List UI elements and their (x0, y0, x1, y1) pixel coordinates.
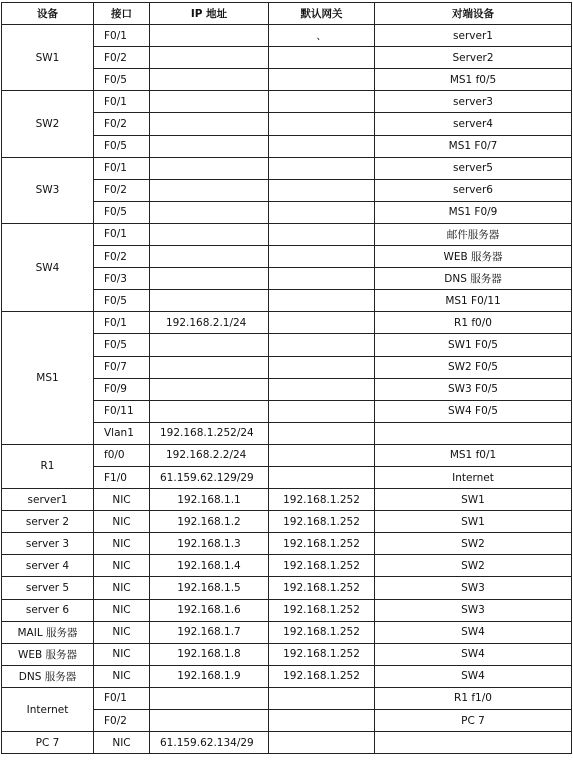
peer-cell (375, 732, 572, 754)
peer-cell: MS1 F0/7 (375, 135, 572, 157)
gateway-cell (269, 732, 375, 754)
ip-cell: 192.168.1.8 (150, 643, 269, 665)
device-cell: SW1 (2, 25, 94, 91)
table-row (2, 621, 572, 643)
ip-cell (150, 91, 269, 113)
interface-cell: NIC (94, 621, 150, 643)
gateway-cell (269, 157, 375, 179)
ip-cell: 192.168.1.6 (150, 599, 269, 621)
gateway-cell: 192.168.1.252 (269, 533, 375, 555)
gateway-cell (269, 710, 375, 732)
ip-cell: 192.168.2.1/24 (150, 312, 269, 334)
gateway-cell (269, 246, 375, 268)
interface-cell: Vlan1 (94, 422, 150, 444)
interface-cell: F0/1 (94, 223, 150, 245)
ip-cell (150, 25, 269, 47)
interface-cell: NIC (94, 533, 150, 555)
interface-cell: F0/7 (94, 356, 150, 378)
ip-cell (150, 157, 269, 179)
interface-cell: NIC (94, 643, 150, 665)
peer-cell: 邮件服务器 (375, 223, 572, 245)
ip-cell: 61.159.62.129/29 (150, 466, 269, 488)
device-cell: MS1 (2, 312, 94, 445)
ip-cell: 192.168.1.7 (150, 621, 269, 643)
peer-cell: Server2 (375, 47, 572, 69)
gateway-cell (269, 334, 375, 356)
gateway-cell (269, 135, 375, 157)
gateway-cell (269, 356, 375, 378)
table-row (2, 444, 572, 466)
gateway-cell (269, 47, 375, 69)
ip-cell: 192.168.1.252/24 (150, 422, 269, 444)
device-cell: server 5 (2, 577, 94, 599)
interface-cell: f0/0 (94, 444, 150, 466)
gateway-cell (269, 179, 375, 201)
table-row (2, 489, 572, 511)
table-row (2, 25, 572, 47)
table-row (2, 157, 572, 179)
header-device: 设备 (2, 3, 94, 25)
interface-cell: NIC (94, 732, 150, 754)
interface-cell: F0/1 (94, 91, 150, 113)
table-row (2, 687, 572, 709)
peer-cell: SW3 (375, 599, 572, 621)
peer-cell: DNS 服务器 (375, 268, 572, 290)
peer-cell: MS1 f0/1 (375, 444, 572, 466)
header-ip: IP 地址 (150, 3, 269, 25)
gateway-cell: 192.168.1.252 (269, 511, 375, 533)
peer-cell: SW1 F0/5 (375, 334, 572, 356)
table-body (2, 25, 572, 754)
interface-cell: NIC (94, 665, 150, 687)
interface-cell: F0/1 (94, 312, 150, 334)
peer-cell: SW2 (375, 555, 572, 577)
device-cell: WEB 服务器 (2, 643, 94, 665)
ip-cell (150, 378, 269, 400)
peer-cell: MS1 f0/5 (375, 69, 572, 91)
ip-cell (150, 179, 269, 201)
gateway-cell (269, 687, 375, 709)
interface-cell: NIC (94, 599, 150, 621)
gateway-cell: 192.168.1.252 (269, 621, 375, 643)
ip-cell (150, 687, 269, 709)
peer-cell: server1 (375, 25, 572, 47)
interface-cell: NIC (94, 577, 150, 599)
interface-cell: F0/11 (94, 400, 150, 422)
peer-cell: MS1 F0/11 (375, 290, 572, 312)
ip-cell (150, 47, 269, 69)
ip-cell (150, 69, 269, 91)
ip-cell: 192.168.1.5 (150, 577, 269, 599)
peer-cell: server4 (375, 113, 572, 135)
gateway-cell: 192.168.1.252 (269, 665, 375, 687)
peer-cell: SW1 (375, 511, 572, 533)
gateway-cell (269, 466, 375, 488)
interface-cell: F0/2 (94, 113, 150, 135)
gateway-cell: 192.168.1.252 (269, 643, 375, 665)
ip-cell: 192.168.1.3 (150, 533, 269, 555)
device-cell: R1 (2, 444, 94, 488)
device-cell: server 6 (2, 599, 94, 621)
gateway-cell (269, 113, 375, 135)
ip-cell (150, 290, 269, 312)
ip-cell (150, 246, 269, 268)
peer-cell: Internet (375, 466, 572, 488)
device-cell: server 4 (2, 555, 94, 577)
device-cell: SW4 (2, 223, 94, 311)
table-row (2, 643, 572, 665)
ip-cell: 192.168.1.2 (150, 511, 269, 533)
gateway-cell (269, 290, 375, 312)
peer-cell: SW1 (375, 489, 572, 511)
interface-cell: F0/9 (94, 378, 150, 400)
table-row (2, 511, 572, 533)
ip-cell: 192.168.1.9 (150, 665, 269, 687)
peer-cell: server6 (375, 179, 572, 201)
interface-cell: F0/2 (94, 710, 150, 732)
ip-cell (150, 113, 269, 135)
device-cell: Internet (2, 687, 94, 731)
peer-cell: SW4 (375, 643, 572, 665)
interface-cell: F0/1 (94, 25, 150, 47)
header-gateway: 默认网关 (269, 3, 375, 25)
peer-cell: SW4 (375, 621, 572, 643)
gateway-cell (269, 268, 375, 290)
ip-cell: 192.168.1.1 (150, 489, 269, 511)
peer-cell: SW2 (375, 533, 572, 555)
ip-cell (150, 135, 269, 157)
header-peer: 对端设备 (375, 3, 572, 25)
table-row (2, 223, 572, 245)
table-row (2, 91, 572, 113)
device-cell: SW2 (2, 91, 94, 157)
ip-cell (150, 400, 269, 422)
gateway-cell (269, 312, 375, 334)
interface-cell: F0/5 (94, 69, 150, 91)
gateway-cell: 192.168.1.252 (269, 489, 375, 511)
gateway-cell (269, 223, 375, 245)
peer-cell: PC 7 (375, 710, 572, 732)
device-cell: PC 7 (2, 732, 94, 754)
interface-cell: NIC (94, 555, 150, 577)
interface-cell: NIC (94, 489, 150, 511)
interface-cell: F0/5 (94, 135, 150, 157)
interface-cell: F0/1 (94, 687, 150, 709)
device-cell: DNS 服务器 (2, 665, 94, 687)
ip-cell (150, 268, 269, 290)
gateway-cell: 192.168.1.252 (269, 599, 375, 621)
interface-cell: F0/5 (94, 334, 150, 356)
gateway-cell (269, 378, 375, 400)
peer-cell: server5 (375, 157, 572, 179)
gateway-cell (269, 422, 375, 444)
gateway-cell (269, 444, 375, 466)
ip-cell (150, 334, 269, 356)
peer-cell: SW2 F0/5 (375, 356, 572, 378)
interface-cell: F0/2 (94, 246, 150, 268)
interface-cell: F0/5 (94, 201, 150, 223)
interface-cell: F0/1 (94, 157, 150, 179)
ip-cell (150, 710, 269, 732)
table-row (2, 599, 572, 621)
peer-cell: R1 f1/0 (375, 687, 572, 709)
peer-cell: server3 (375, 91, 572, 113)
peer-cell (375, 422, 572, 444)
gateway-cell (269, 91, 375, 113)
peer-cell: R1 f0/0 (375, 312, 572, 334)
device-cell: server 3 (2, 533, 94, 555)
ip-cell (150, 356, 269, 378)
ip-cell: 61.159.62.134/29 (150, 732, 269, 754)
gateway-cell: 、 (269, 25, 375, 47)
table-row (2, 732, 572, 754)
interface-cell: F0/3 (94, 268, 150, 290)
header-interface: 接口 (94, 3, 150, 25)
ip-cell: 192.168.1.4 (150, 555, 269, 577)
ip-cell (150, 201, 269, 223)
device-cell: MAIL 服务器 (2, 621, 94, 643)
interface-cell: F0/2 (94, 179, 150, 201)
interface-cell: F1/0 (94, 466, 150, 488)
interface-cell: F0/5 (94, 290, 150, 312)
ip-cell: 192.168.2.2/24 (150, 444, 269, 466)
gateway-cell (269, 69, 375, 91)
table-row (2, 665, 572, 687)
gateway-cell: 192.168.1.252 (269, 577, 375, 599)
peer-cell: SW3 (375, 577, 572, 599)
device-interface-table (1, 2, 572, 754)
header-row (2, 3, 572, 25)
gateway-cell: 192.168.1.252 (269, 555, 375, 577)
interface-cell: F0/2 (94, 47, 150, 69)
peer-cell: MS1 F0/9 (375, 201, 572, 223)
table-row (2, 555, 572, 577)
table-row (2, 533, 572, 555)
gateway-cell (269, 201, 375, 223)
table-row (2, 312, 572, 334)
gateway-cell (269, 400, 375, 422)
interface-cell: NIC (94, 511, 150, 533)
device-cell: server 2 (2, 511, 94, 533)
device-cell: SW3 (2, 157, 94, 223)
table-row (2, 577, 572, 599)
ip-cell (150, 223, 269, 245)
peer-cell: SW3 F0/5 (375, 378, 572, 400)
peer-cell: WEB 服务器 (375, 246, 572, 268)
peer-cell: SW4 (375, 665, 572, 687)
peer-cell: SW4 F0/5 (375, 400, 572, 422)
device-cell: server1 (2, 489, 94, 511)
